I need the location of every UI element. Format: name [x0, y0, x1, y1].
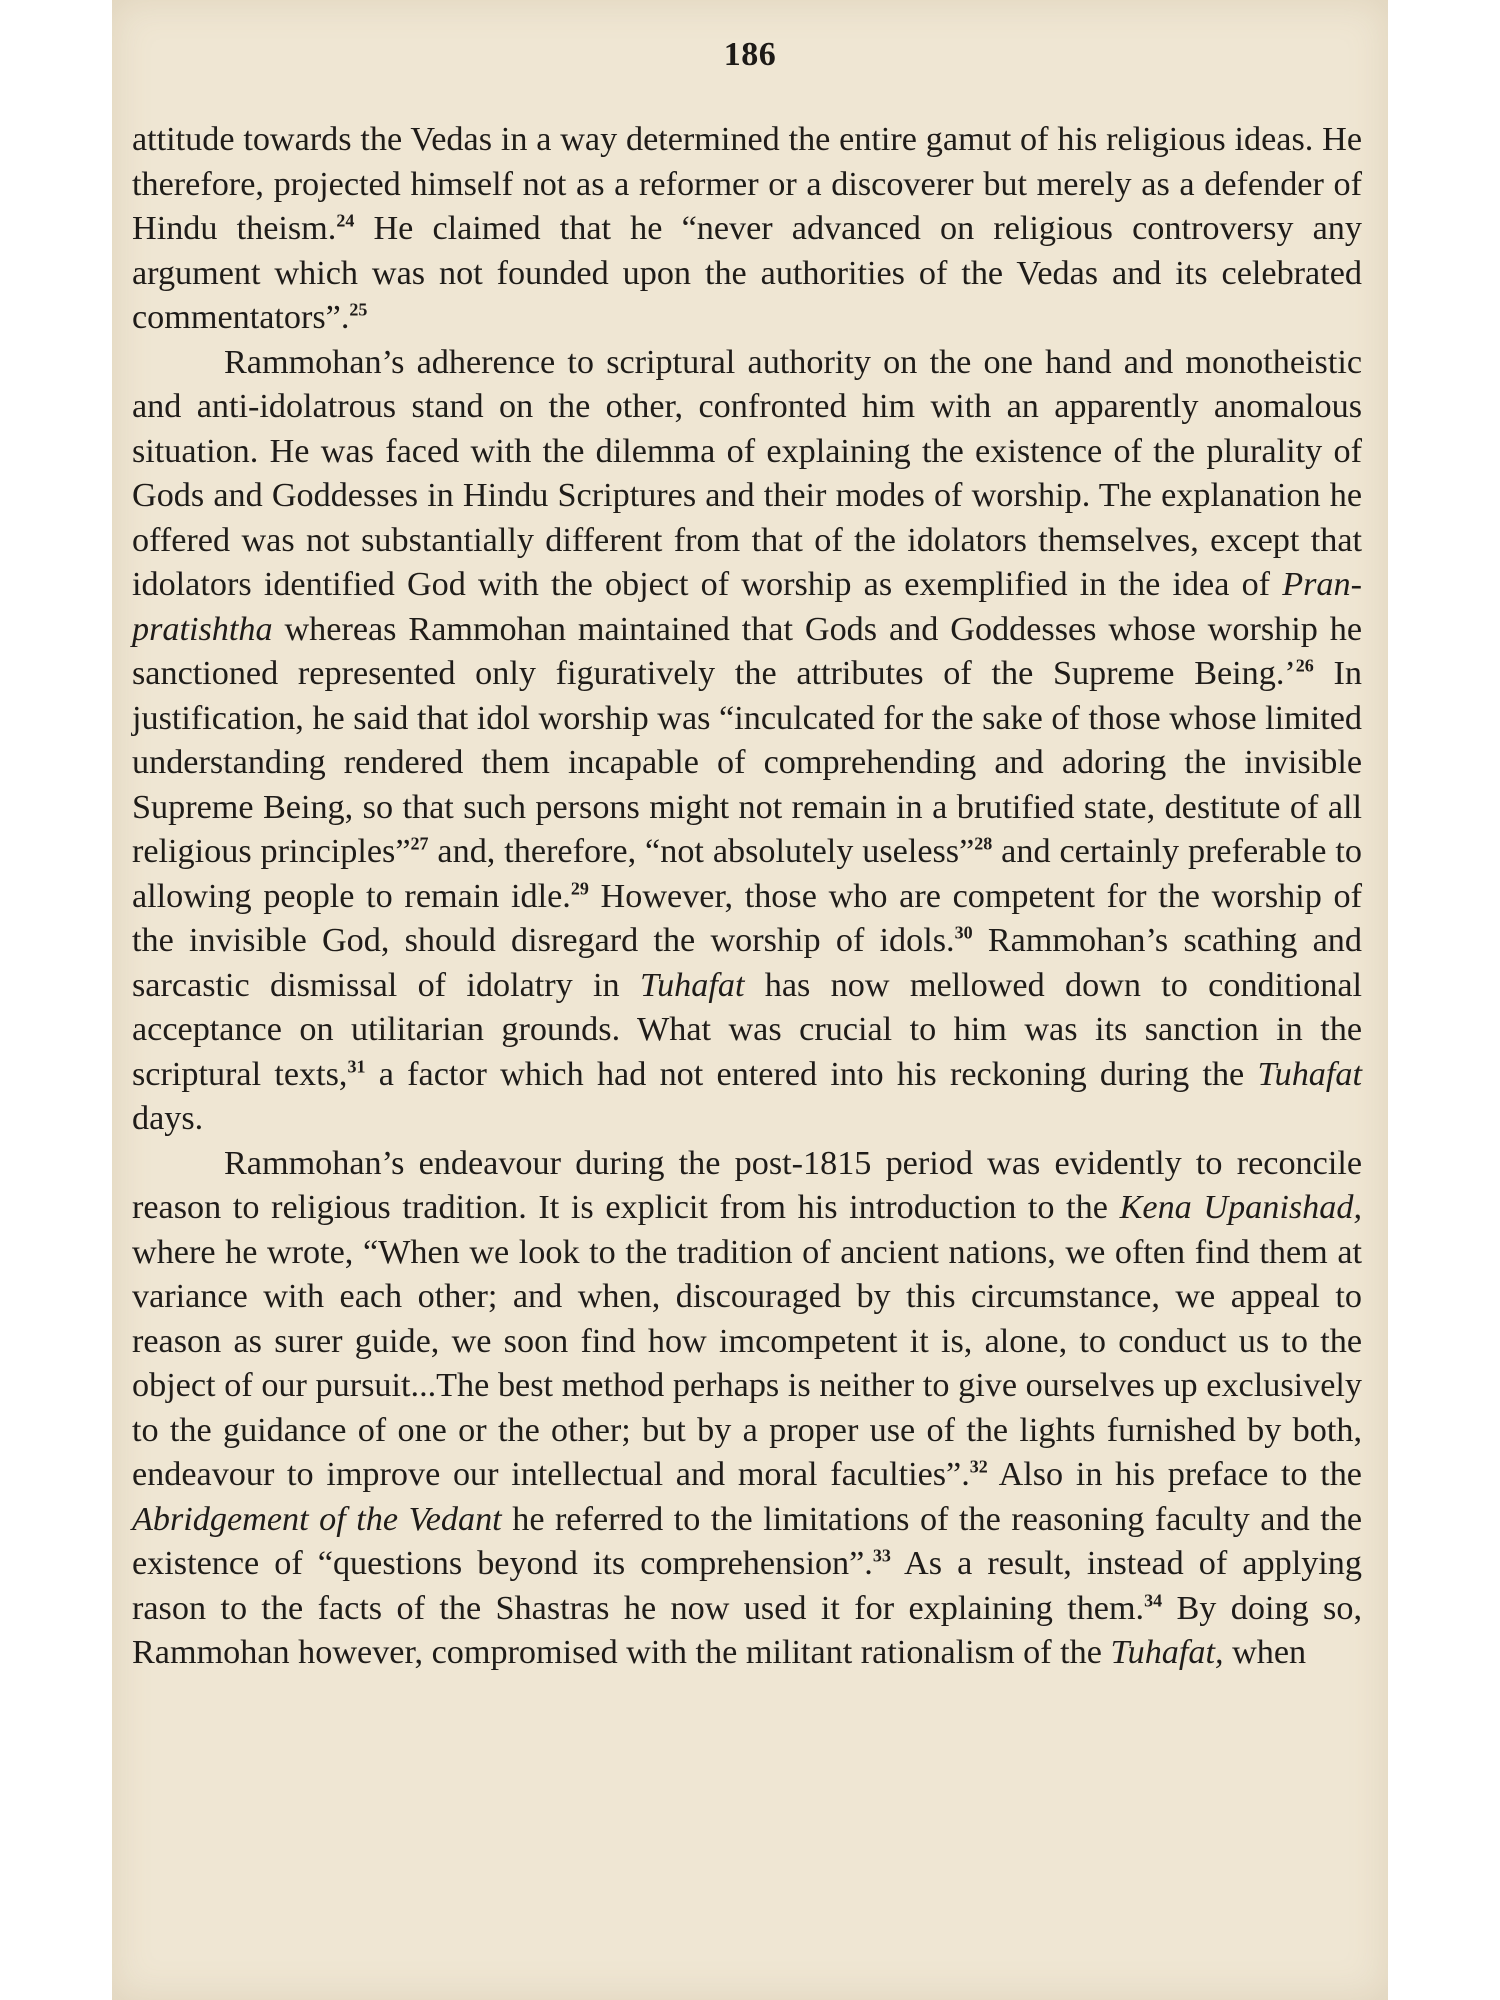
italic-text: Tuhafat, — [1110, 1634, 1224, 1671]
text-run: and certainly preferable to allowing people to remain idle. — [132, 833, 1362, 915]
footnote-ref: 29 — [570, 878, 589, 899]
paragraph-1 — [132, 118, 1362, 341]
text-run: Also in his preface to the — [987, 1456, 1362, 1493]
footnote-ref: 28 — [974, 833, 993, 854]
footnote-ref: 34 — [1144, 1590, 1163, 1611]
text-run: a factor which had not entered into his reckoning during the — [365, 1055, 1258, 1093]
text-run: Rammohan’s scathing and sarcastic dismissal of idolatry in — [132, 922, 1362, 1004]
footnote-ref: 30 — [954, 922, 973, 943]
text-run: where he wrote, “When we look to the tradition of ancient nations, we often find them at variance with each other; and when, discouraged by this circumstance, we appeal to reason as surer guide, we soon find how imcompetent it is, alone, to conduct us to the object of our pursuit...The best method perhaps is neither to give ourselves up exclusively to the guidance of one or the other; but by a proper use of the lights furnished by both, endeavour to improve our intellectual and moral faculties”. — [132, 1233, 1362, 1493]
text-run: he referred to the limitations of the reasoning faculty and the existence of “questions beyond its comprehension”. — [132, 1500, 1362, 1582]
footnote-ref: 27 — [410, 833, 429, 854]
text-run: attitude towards the Vedas in a way determined the entire gamut of his religious ideas. He therefore, projected himself not as a reformer or a discoverer but merely as a defender of Hindu theism. — [132, 121, 1362, 247]
footnote-ref: 24 — [336, 210, 355, 231]
italic-text: Tuhafat — [639, 966, 745, 1004]
page-number: 186 — [723, 36, 777, 73]
paragraph-2 — [132, 341, 1362, 1142]
text-run: days. — [132, 1100, 204, 1137]
footnote-ref: 25 — [349, 299, 368, 320]
text-run: whereas Rammohan maintained that Gods and Goddesses whose worship he sanctioned represented only figuratively the attributes of the Supreme Being.’ — [132, 610, 1362, 692]
text-run: He claimed that he “never advanced on religious controversy any argument which was not founded upon the authorities of the Vedas and its celebrated commentators”. — [132, 210, 1362, 336]
text-run: However, those who are competent for the worship of the invisible God, should disregard the worship of idols. — [132, 877, 1362, 959]
footnote-ref: 31 — [347, 1056, 366, 1077]
italic-text: Abridgement of the Vedant — [132, 1500, 502, 1538]
text-run: has now mellowed down to conditional acceptance on utilitarian grounds. What was crucial to him was its sanction in the scriptural texts, — [132, 966, 1362, 1093]
book-page — [112, 0, 1388, 2000]
text-run: Rammohan’s adherence to scriptural authority on the one hand and monotheistic and anti-idolatrous stand on the other, confronted him with an apparently anomalous situation. He was faced with the dilemma of explaining the existence of the plurality of Gods and Goddesses in Hindu Scriptures and their modes of worship. The explanation he offered was not substantially different from that of the idolators themselves, except that idolators identified God with the object of worship as exemplified in the idea of — [132, 343, 1362, 603]
footnote-ref: 26 — [1295, 655, 1314, 676]
italic-text: Pran-pratishtha — [132, 566, 1362, 648]
text-run: In justification, he said that idol worship was “inculcated for the sake of those whose limited understanding rendered them incapable of comprehending and adoring the invisible Supreme Being, so that such persons might not remain in a brutified state, destitute of all religious principles” — [132, 655, 1362, 870]
text-run: Rammohan’s endeavour during the post-1815 period was evidently to reconcile reason to religious tradition. It is explicit from his introduction to the — [132, 1144, 1362, 1226]
text-run: By doing so, Rammohan however, compromised with the militant rationalism of the — [132, 1589, 1362, 1671]
footnote-ref: 32 — [969, 1456, 988, 1477]
italic-text: Tuhafat — [1257, 1055, 1362, 1093]
italic-text: Kena Upanishad, — [1119, 1189, 1363, 1226]
text-run: As a result, instead of applying rason to the facts of the Shastras he now used it for explaining them. — [132, 1545, 1362, 1627]
paragraph-3 — [132, 1142, 1362, 1676]
footnote-ref: 33 — [872, 1545, 891, 1566]
body-text — [132, 118, 1362, 1676]
text-run: and, therefore, “not absolutely useless” — [428, 833, 975, 870]
text-run: when — [1223, 1634, 1307, 1671]
